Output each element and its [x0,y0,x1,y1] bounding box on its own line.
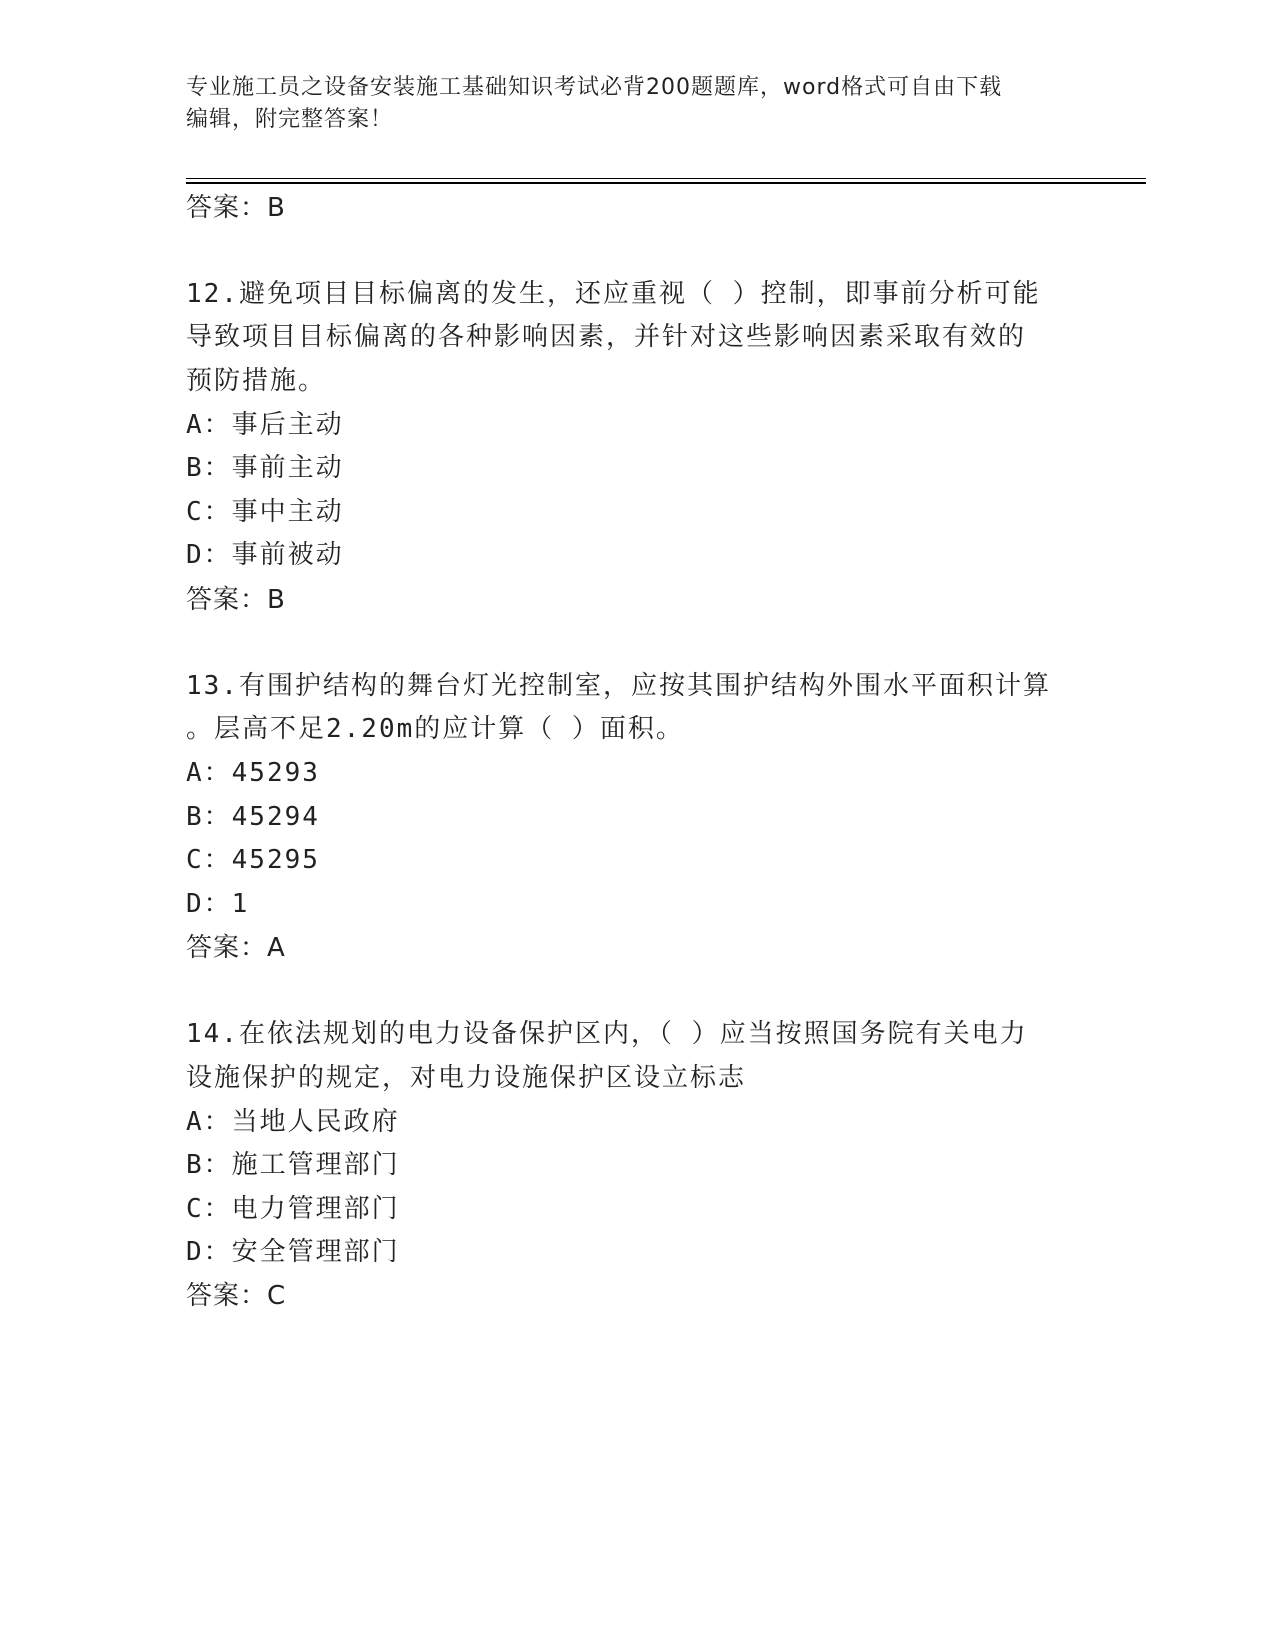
question-14-option-a: A：当地人民政府 [186,1107,400,1137]
question-12-answer: 答案：B [186,585,286,615]
question-13-answer: 答案：A [186,933,286,963]
question-12-option-d: D：事前被动 [186,540,344,570]
question-13-text-line-1: 13.有围护结构的舞台灯光控制室，应按其围护结构外围水平面积计算 [186,671,1051,701]
question-14-option-c: C：电力管理部门 [186,1194,400,1224]
header-line-2: 编辑，附完整答案！ [186,107,394,132]
header-line-1: 专业施工员之设备安装施工基础知识考试必背200题题库，word格式可自由下载 [186,75,1003,100]
question-12-option-c: C：事中主动 [186,497,344,527]
question-14-text-line-1: 14.在依法规划的电力设备保护区内，（ ）应当按照国务院有关电力 [186,1019,1028,1049]
header-divider-thin [186,178,1146,179]
question-13-option-a: A：45293 [186,758,320,788]
question-13-option-b: B：45294 [186,802,320,832]
question-12-option-b: B：事前主动 [186,453,344,483]
question-13-option-d: D：1 [186,889,250,919]
question-14-answer: 答案：C [186,1281,287,1311]
header-divider-thick [186,182,1146,184]
question-12-text-line-3: 预防措施。 [186,366,327,396]
question-12-text-line-1: 12.避免项目目标偏离的发生，还应重视（ ）控制，即事前分析可能 [186,279,1041,309]
question-12-text-line-2: 导致项目目标偏离的各种影响因素，并针对这些影响因素采取有效的 [186,322,1027,352]
question-13-option-c: C：45295 [186,845,320,875]
question-14-option-d: D：安全管理部门 [186,1237,400,1267]
document-header [186,72,1086,136]
question-13-text-line-2: 。层高不足2.20m的应计算（ ）面积。 [186,714,684,744]
question-14-text-line-2: 设施保护的规定，对电力设施保护区设立标志 [186,1063,747,1093]
previous-answer: 答案：B [186,193,286,223]
question-14-option-b: B：施工管理部门 [186,1150,400,1180]
question-12-option-a: A：事后主动 [186,410,344,440]
